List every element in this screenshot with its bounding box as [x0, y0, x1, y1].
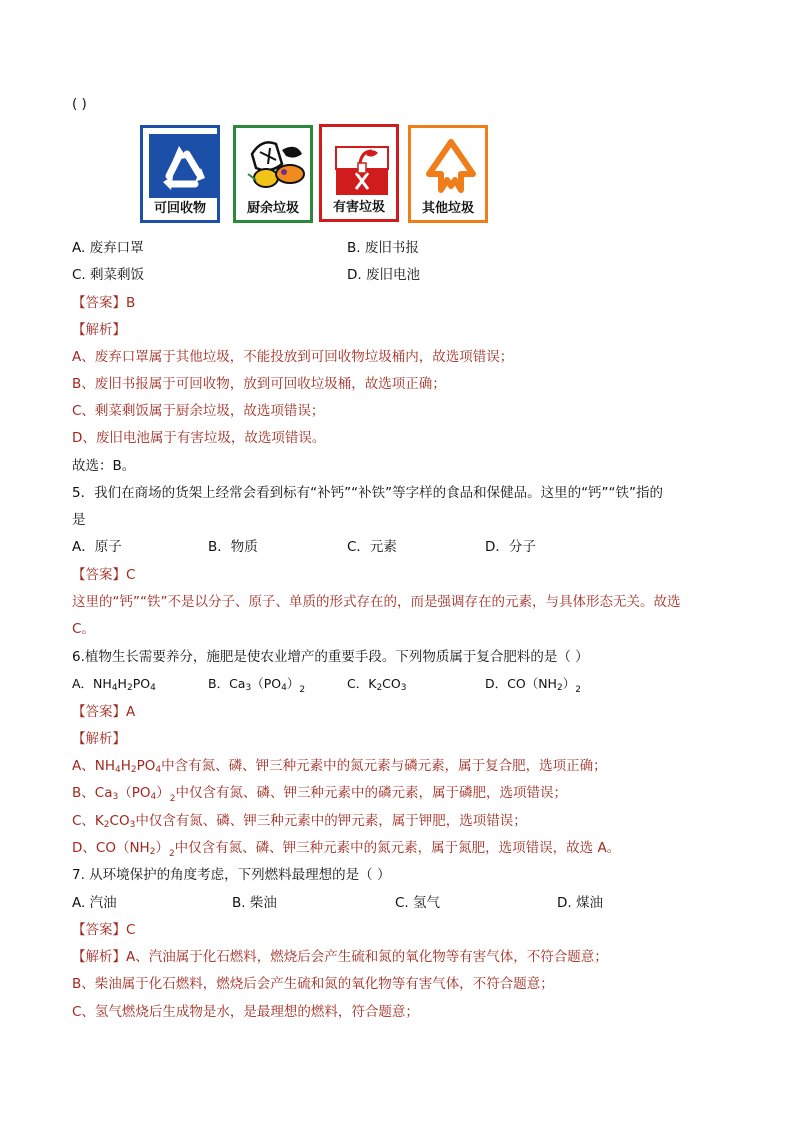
- food-waste-icon: [242, 134, 304, 198]
- option-d: D. 煤油: [557, 895, 603, 911]
- analysis-text: 中仅含有氮、磷、钾三种元素中的钾元素，属于钾肥，选项错误；: [135, 813, 527, 829]
- option-a: A. 汽油: [72, 895, 117, 911]
- bin-hazardous: [319, 124, 399, 222]
- analysis-line: B、废旧书报属于可回收物，放到可回收垃圾桶，故选项正确；: [72, 376, 446, 392]
- analysis-line: C、氢气燃烧后生成物是水，是最理想的燃料，符合题意；: [72, 1004, 419, 1020]
- option-a: A. 废弃口罩: [72, 240, 144, 256]
- analysis-line: [72, 947, 608, 967]
- analysis-line: A、废弃口罩属于其他垃圾，不能投放到可回收物垃圾桶内，故选项错误；: [72, 349, 514, 365]
- analysis-label: 【解析】: [72, 322, 126, 338]
- option-b: B．$Ca_3(PO_4)_2$: [208, 676, 306, 695]
- question-6-stem: 6.植物生长需要养分，施肥是使农业增产的重要手段。下列物质属于复合肥料的是（ ）: [72, 649, 589, 665]
- option-d: D．$CO(NH_2)_2$: [485, 676, 581, 695]
- option-c: C．$K_2CO_3$: [347, 676, 407, 693]
- bin-other-waste: [408, 125, 488, 223]
- analysis-line: D、废旧电池属于有害垃圾，故选项错误。: [72, 430, 326, 446]
- analysis-line: D、$CO(NH_2)_2$中仅含有氮、磷、钾三种元素中的氮元素，属于氮肥，选项错误，故选 A。: [72, 840, 621, 859]
- bin-label: 可回收物: [153, 201, 206, 216]
- option-d: D. 废旧电池: [347, 267, 420, 283]
- answer-label: 【答案】C: [72, 922, 136, 938]
- explanation-line: C。: [72, 621, 95, 637]
- analysis-label: 【解析】: [72, 731, 126, 747]
- hazardous-icon: [328, 133, 390, 197]
- option-c: C．元素: [347, 539, 397, 555]
- question-5-stem-cont: 是: [72, 512, 86, 528]
- analysis-line: B、柴油属于化石燃料，燃烧后会产生硫和氮的氧化物等有害气体，不符合题意；: [72, 976, 554, 992]
- answer-label: 【答案】C: [72, 567, 136, 583]
- conclusion-line: 故选：B。: [72, 458, 136, 474]
- bin-label: 厨余垃圾: [246, 201, 299, 216]
- option-b: B. 柴油: [232, 895, 277, 911]
- analysis-line: C、$K_2CO_3$中仅含有氮、磷、钾三种元素中的钾元素，属于钾肥，选项错误；: [72, 813, 527, 830]
- answer-paren: ( ): [72, 96, 87, 112]
- question-7-stem: 7. 从环境保护的角度考虑，下列燃料最理想的是（ ）: [72, 867, 391, 883]
- analysis-text: 中仅含有氮、磷、钾三种元素中的氮元素，属于氮肥，选项错误，故选 A。: [174, 840, 621, 856]
- analysis-line: A、$NH_4H_2PO_4$中含有氮、磷、钾三种元素中的氮元素与磷元素，属于复合肥，选项正确；: [72, 758, 607, 775]
- question-5-stem: 5．我们在商场的货架上经常会看到标有“补钙”“补铁”等字样的食品和保健品。这里的“钙”“铁”指的: [72, 485, 664, 501]
- bin-label: 有害垃圾: [332, 200, 385, 215]
- bin-food-waste: [233, 125, 313, 223]
- option-d: D．分子: [485, 539, 536, 555]
- bin-recyclable: [140, 125, 220, 223]
- option-c: C. 氢气: [395, 895, 441, 911]
- option-b: B. 废旧书报: [347, 240, 419, 256]
- bin-label: 其他垃圾: [421, 201, 474, 216]
- answer-label: 【答案】A: [72, 704, 136, 720]
- analysis-text: A、汽油属于化石燃料，燃烧后会产生硫和氮的氧化物等有害气体，不符合题意；: [126, 949, 608, 965]
- option-c: C. 剩菜剩饭: [72, 267, 145, 283]
- answer-label: 【答案】B: [72, 295, 136, 311]
- explanation-line: 这里的“钙”“铁”不是以分子、原子、单质的形式存在的，而是强调存在的元素，与具体形态无关。故选: [72, 594, 681, 610]
- analysis-text: 中仅含有氮、磷、钾三种元素中的磷元素，属于磷肥，选项错误；: [175, 785, 567, 801]
- other-waste-icon: [417, 134, 479, 198]
- option-a: A．$NH_4H_2PO_4$: [72, 676, 156, 693]
- option-b: B．物质: [208, 539, 258, 555]
- option-a: A．原子: [72, 539, 122, 555]
- analysis-line: B、$Ca_3(PO_4)_2$中仅含有氮、磷、钾三种元素中的磷元素，属于磷肥，选项错误；: [72, 785, 567, 804]
- analysis-line: C、剩菜剩饭属于厨余垃圾，故选项错误；: [72, 403, 325, 419]
- analysis-label: 【解析】: [72, 949, 126, 965]
- analysis-text: 中含有氮、磷、钾三种元素中的氮元素与磷元素，属于复合肥，选项正确；: [161, 758, 607, 774]
- recycle-icon: [149, 134, 211, 198]
